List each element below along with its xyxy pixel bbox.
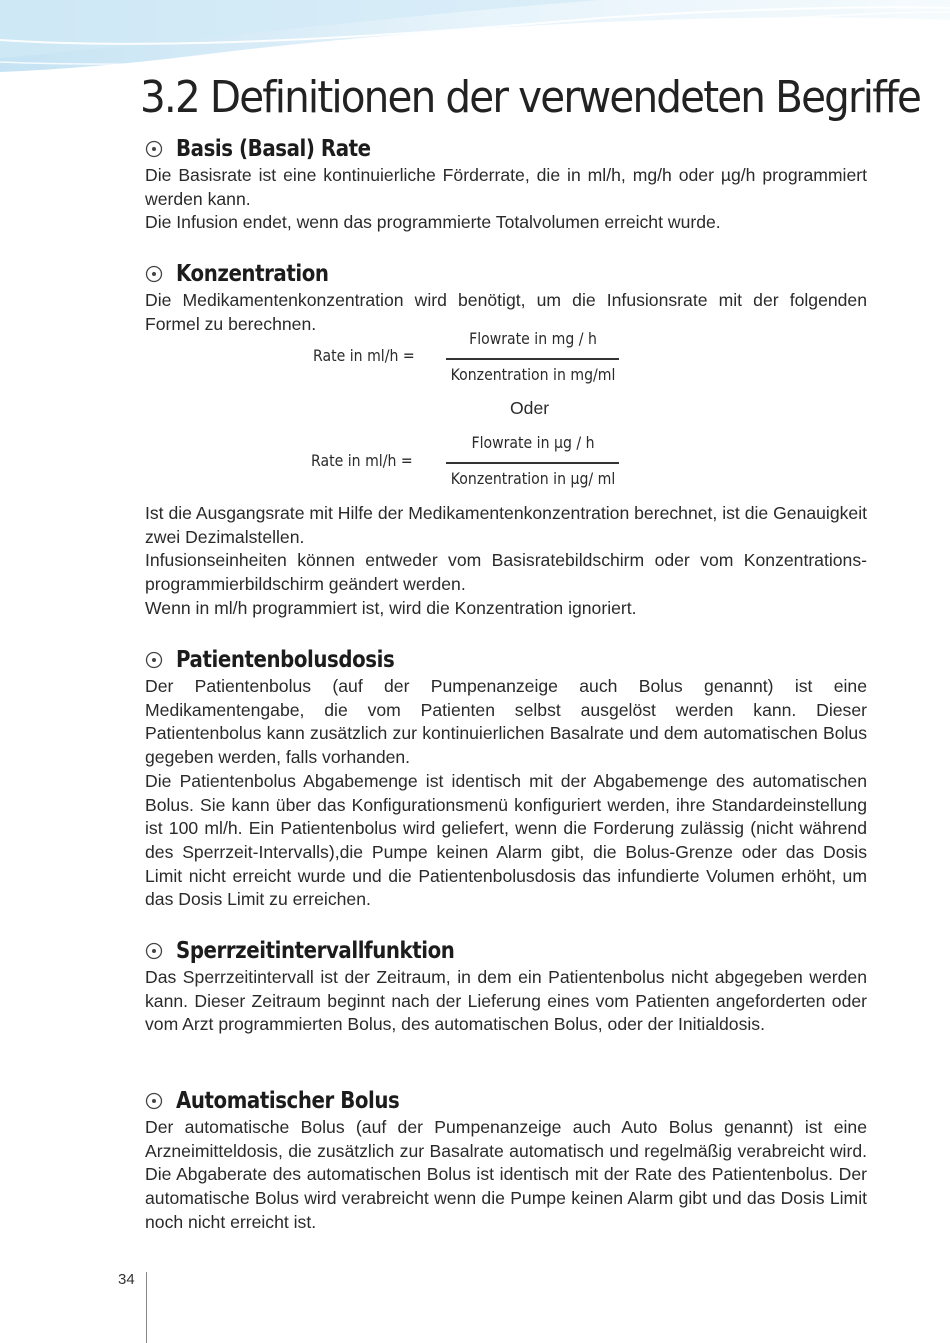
formula-denominator: Konzentration in µg/ ml: [450, 469, 616, 488]
formula-denominator: Konzentration in mg/ml: [450, 365, 616, 384]
paragraph: Das Sperrzeitintervall ist der Zeitraum, in dem ein Patientenbolus nicht abgegeben werden kann. Dieser Zeitraum beginnt nach der Lieferung eines vom Patienten angeforderten oder vom Arzt programmierten Bolus, des automatischen Bolus, oder der Initialdosis.: [145, 967, 867, 1035]
section-konzentration-notes: [145, 502, 867, 621]
paragraph: Die Patientenbolus Abgabemenge ist identisch mit der Abgabemenge des automatischen Bolus. Sie kann über das Konfigurationsmenü konfiguriert werden, ihre Standardeinstellung ist 100 ml/h. Ein Patientenbolus wird geliefert, wenn die Forderung zulässig (nicht während des Sperrzeit-Intervalls),die Pumpe keinen Alarm gibt, die Bolus-Grenze oder das Dosis Limit nicht erreicht wurde und die Patientenbolusdosis das infundierte Volumen erhöht, um das Dosis Limit zu erreichen.: [145, 770, 867, 910]
formula-numerator: Flowrate in µg / h: [471, 433, 595, 452]
section-title: Konzentration: [176, 261, 329, 287]
circle-dot-bullet-icon: [145, 265, 163, 283]
paragraph: Die Infusion endet, wenn das programmierte Totalvolumen erreicht wurde.: [145, 212, 721, 233]
paragraph: Die Medikamentenkonzentration wird benötigt, um die Infusionsrate mit der folgenden Formel zu berechnen.: [145, 290, 867, 334]
formula-lhs: Rate in ml/h =: [313, 346, 415, 365]
section-heading: [145, 134, 867, 164]
paragraph: Der Patientenbolus (auf der Pumpenanzeige auch Bolus genannt) ist eine Medikamentengabe, die vom Patienten selbst ausgelöst werden kann. Dieser Patientenbolus kann zusätzlich zur kontinuierlichen Basalrate und dem automatischen Bolus gegeben werden, falls vorhanden.: [145, 676, 867, 768]
formula-or: Oder: [510, 398, 550, 418]
section-heading: [145, 936, 867, 966]
section-automatischer-bolus: [145, 1086, 867, 1235]
circle-dot-bullet-icon: [145, 651, 163, 669]
paragraph: Infusionseinheiten können entweder vom Basisratebildschirm oder vom Konzentrations-programmierbildschirm geändert werden.: [145, 550, 867, 595]
paragraph: Wenn in ml/h programmiert ist, wird die Konzentration ignoriert.: [145, 597, 637, 618]
page-title: 3.2 Definitionen der verwendeten Begriffe: [140, 72, 921, 123]
page-number: 34: [118, 1271, 135, 1288]
formula-numerator: Flowrate in mg / h: [469, 329, 597, 348]
circle-dot-bullet-icon: [145, 140, 163, 158]
circle-dot-bullet-icon: [145, 1092, 163, 1110]
section-konzentration: [145, 259, 867, 336]
fraction-line: [446, 462, 619, 464]
section-title: Sperrzeitintervallfunktion: [176, 938, 455, 964]
page-number-rule: [146, 1272, 147, 1343]
paragraph: Ist die Ausgangsrate mit Hilfe der Medikamentenkonzentration berechnet, ist die Genauigkeit zwei Dezimalstellen.: [145, 503, 867, 547]
section-basis-rate: [145, 134, 867, 235]
section-heading: [145, 1086, 867, 1116]
section-patientenbolusdosis: [145, 645, 867, 912]
section-title: Automatischer Bolus: [176, 1088, 400, 1114]
section-heading: [145, 259, 867, 289]
section-heading: [145, 645, 867, 675]
section-title: Patientenbolusdosis: [176, 647, 395, 673]
section-title: Basis (Basal) Rate: [176, 136, 371, 162]
section-sperrzeitintervallfunktion: [145, 936, 867, 1037]
formula-lhs: Rate in ml/h =: [311, 451, 413, 470]
fraction-line: [446, 358, 619, 360]
paragraph: Der automatische Bolus (auf der Pumpenanzeige auch Auto Bolus genannt) ist eine Arzneimitteldosis, die zusätzlich zur Basalrate automatisch und regelmäßig verabreicht wird. Die Abgaberate des automatischen Bolus ist identisch mit der Rate des Patientenbolus. Der automatische Bolus wird verabreicht wenn die Pumpe keinen Alarm gibt und das Dosis Limit noch nicht erreicht ist.: [145, 1117, 867, 1232]
paragraph: Die Basisrate ist eine kontinuierliche Förderrate, die in ml/h, mg/h oder µg/h programmiert werden kann.: [145, 165, 867, 209]
circle-dot-bullet-icon: [145, 942, 163, 960]
